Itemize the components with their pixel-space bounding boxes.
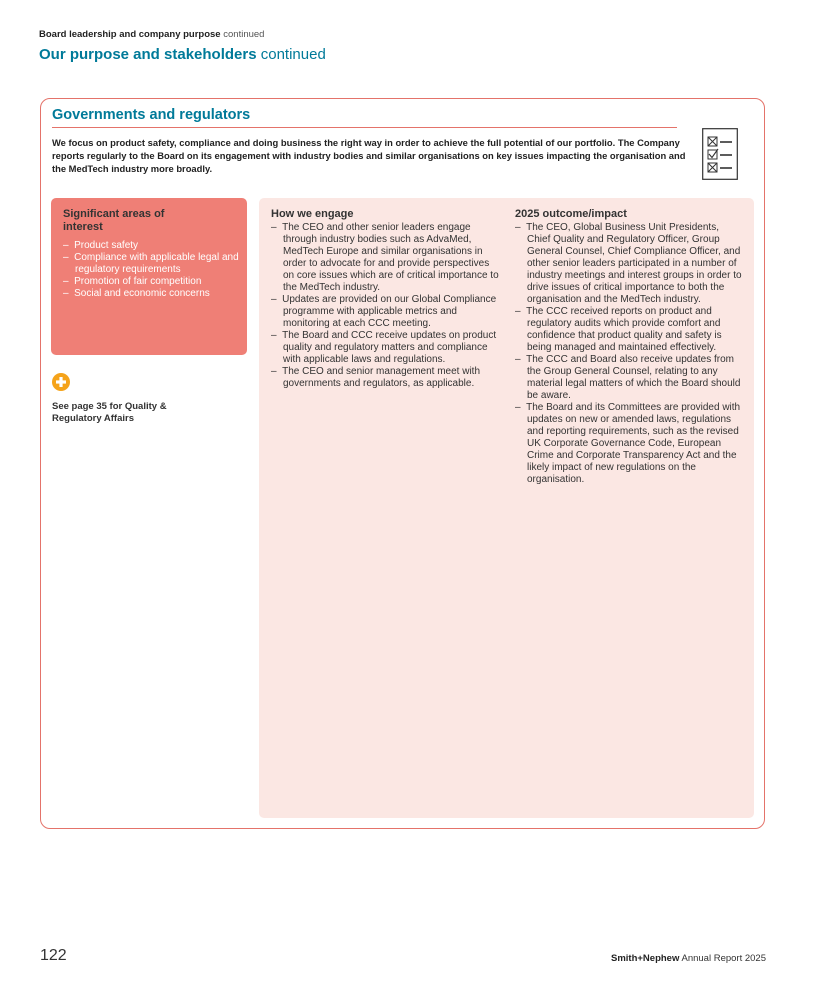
list-item: – The CEO, Global Business Unit Presidents, Chief Quality and Regulatory Officer, Group General Counsel, Chief Compliance Officer, and other senior leaders participated in a number of industry meetings and interest groups in order to drive issues of critical importance to both the organisation and the MedTech industry. — [515, 222, 743, 306]
section-label — [39, 29, 264, 40]
list-item: – Promotion of fair competition — [63, 276, 241, 288]
section-label-bold: Board leadership and company purpose — [39, 29, 221, 40]
plus-circle-icon[interactable] — [52, 373, 70, 391]
list-item: – Compliance with applicable legal and regulatory requirements — [63, 252, 241, 276]
card-title: Governments and regulators — [52, 107, 251, 123]
significant-areas-title: Significant areas of interest — [63, 208, 165, 233]
how-we-engage-column — [271, 208, 499, 390]
how-we-engage-list — [271, 222, 499, 390]
list-item: – The CCC and Board also receive updates from the Group General Counsel, relating to any material legal matters of which the Board should be aware. — [515, 354, 743, 402]
list-item: – The CCC received reports on product and regulatory audits which provide comfort and confidence that product quality and safety is being managed and maintained effectively. — [515, 306, 743, 354]
page-heading-continued: continued — [260, 46, 326, 63]
list-item: – The CEO and senior management meet with governments and regulators, as applicable. — [271, 366, 499, 390]
page-number: 122 — [40, 947, 67, 964]
outcome-title: 2025 outcome/impact — [515, 208, 627, 220]
card-intro: We focus on product safety, compliance and doing business the right way in order to achieve the full potential of our portfolio. The Company reports regularly to the Board on its engagement with industry bodies and similar organisations on key issues impacting the organisation and the MedTech industry more broadly. — [52, 137, 686, 174]
brand-name: Smith+Nephew — [610, 953, 680, 964]
section-label-continued: continued — [223, 29, 265, 40]
list-item: – Social and economic concerns — [63, 288, 241, 300]
list-item: – Updates are provided on our Global Compliance programme with applicable metrics and monitoring at each CCC meeting. — [271, 294, 499, 330]
significant-areas-box — [51, 198, 247, 355]
outcome-list — [515, 222, 743, 486]
card-title-rule — [52, 127, 677, 128]
footer-brand — [611, 953, 766, 964]
significant-areas-list — [63, 240, 241, 300]
list-item: – Product safety — [63, 240, 241, 252]
list-item: – The Board and its Committees are provided with updates on new or amended laws, regulations and reporting requirements, such as the revised UK Corporate Governance Code, European Crime and Corporate Transparency Act and the likely impact of new regulations on the organisation. — [515, 402, 743, 486]
how-we-engage-title: How we engage — [271, 208, 354, 220]
page-heading — [39, 46, 326, 63]
see-page-link[interactable]: See page 35 for Quality & Regulatory Affairs — [52, 401, 167, 424]
engagement-panel — [259, 198, 754, 818]
stakeholder-card — [40, 98, 765, 829]
checklist-icon — [702, 128, 738, 180]
list-item: – The CEO and other senior leaders engage through industry bodies such as AdvaMed, MedTech Europe and similar organisations in order to advocate for and provide perspectives on core issues which are of critical importance to the MedTech industry. — [271, 222, 499, 294]
report-name: Annual Report 2025 — [681, 953, 766, 964]
list-item: – The Board and CCC receive updates on product quality and regulatory matters and compliance with applicable laws and regulations. — [271, 330, 499, 366]
page-heading-bold: Our purpose and stakeholders — [39, 46, 257, 63]
outcome-column — [515, 208, 743, 486]
